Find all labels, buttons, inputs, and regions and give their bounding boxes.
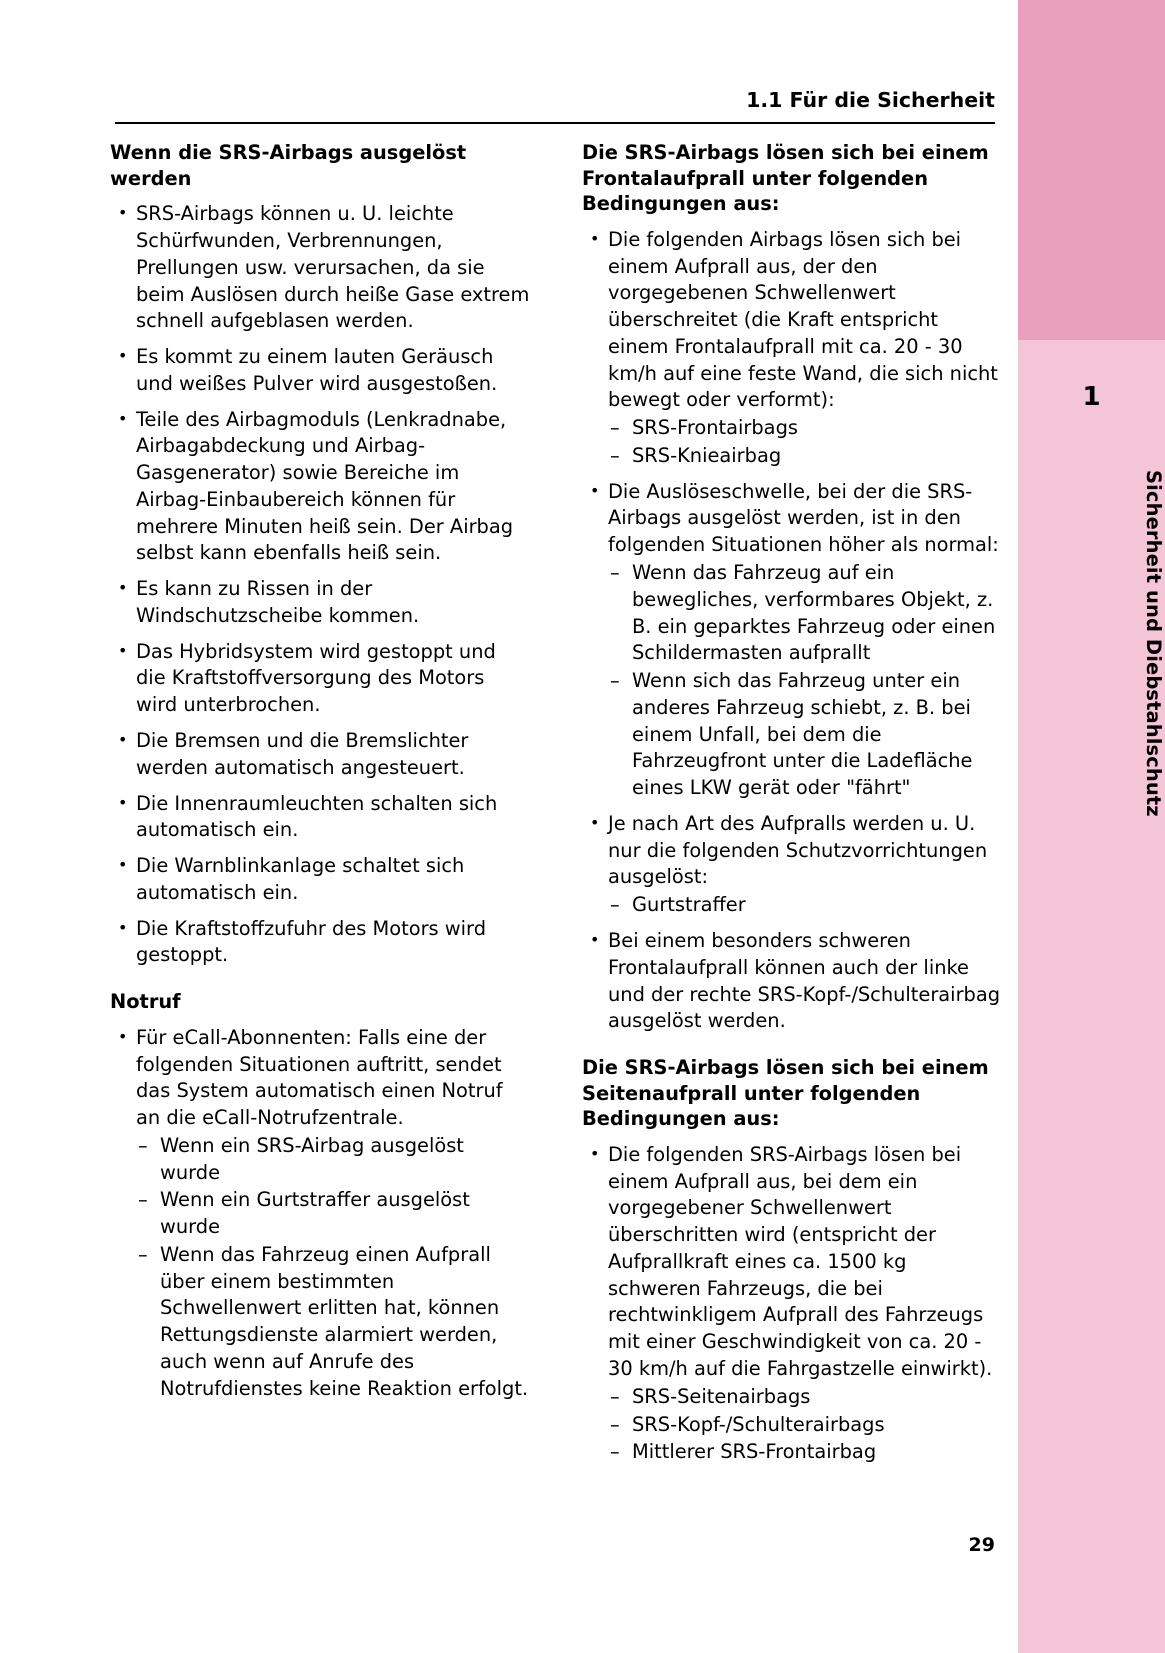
list-item: • Das Hybridsystem wird gestoppt und die Kraftstoffversorgung des Motors wird unterbrochen. xyxy=(110,639,530,719)
sublist-item: – Wenn ein Gurtstraffer ausgelöst wurde xyxy=(136,1187,530,1241)
list-side-impact-conditions xyxy=(582,1142,1002,1466)
list-item: • Es kommt zu einem lauten Geräusch und weißes Pulver wird ausgestoßen. xyxy=(110,344,530,398)
sublist-item: – Mittlerer SRS-Frontairbag xyxy=(608,1439,1002,1466)
list-item: • Teile des Airbagmoduls (Lenkradnabe, Airbagabdeckung und Airbag-Gasgenerator) sowie Bereiche im Airbag-Einbaubereich können für mehrere Minuten heiß sein. Der Airbag selbst kann ebenfalls heiß sein. xyxy=(110,407,530,568)
sublist-frontal-airbags xyxy=(608,415,1002,470)
left-column xyxy=(110,140,530,1411)
list-item: • Die Bremsen und die Bremslichter werden automatisch angesteuert. xyxy=(110,728,530,782)
sublist-item: – SRS-Seitenairbags xyxy=(608,1384,1002,1411)
list-item: • Die Warnblinkanlage schaltet sich automatisch ein. xyxy=(110,853,530,907)
list-airbag-deployment-effects xyxy=(110,201,530,969)
list-item-text: Die Auslöseschwelle, bei der die SRS-Airbags ausgelöst werden, ist in den folgenden Situationen höher als normal: xyxy=(608,479,999,557)
list-item-text: Für eCall-Abonnenten: Falls eine der folgenden Situationen auftritt, sendet das System automatisch einen Notruf an die eCall-Notrufzentrale. xyxy=(136,1025,503,1130)
header-divider xyxy=(115,122,995,124)
section-heading-airbag-deployment: Wenn die SRS-Airbags ausgelöst werden xyxy=(110,141,467,190)
section-heading-side-impact: Die SRS-Airbags lösen sich bei einem Seitenaufprall unter folgenden Bedingungen aus: xyxy=(582,1056,989,1131)
page-header-title: 1.1 Für die Sicherheit xyxy=(746,88,995,112)
list-item-text: Die folgenden SRS-Airbags lösen bei einem Aufprall aus, bei dem ein vorgegebener Schwellenwert überschritten wird (entspricht der Aufprallkraft eines ca. 1500 kg schweren Fahrzeugs, die bei rechtwinkligem Aufprall des Fahrzeugs mit einer Geschwindigkeit von ca. 20 - 30 km/h auf die Fahrgastzelle einwirkt). xyxy=(608,1142,993,1380)
list-item-text: Je nach Art des Aufpralls werden u. U. nur die folgenden Schutzvorrichtungen ausgelöst: xyxy=(608,811,988,889)
section-heading-emergency-call: Notruf xyxy=(110,990,181,1014)
page-number: 29 xyxy=(968,1534,995,1556)
sublist-protection-devices xyxy=(608,892,1002,919)
sublist-side-airbags xyxy=(608,1384,1002,1466)
sublist-item: – Wenn das Fahrzeug einen Aufprall über einem bestimmten Schwellenwert erlitten hat, können Rettungsdienste alarmiert werden, auch wenn auf Anrufe des Notrufdienstes keine Reaktion erfolgt. xyxy=(136,1242,530,1403)
chapter-edge-strip xyxy=(1018,0,1165,1653)
sublist-item: – Wenn sich das Fahrzeug unter ein anderes Fahrzeug schiebt, z. B. bei einem Unfall, bei dem die Fahrzeugfront unter die Ladefläche eines LKW gerät oder "fährt" xyxy=(608,668,1002,802)
list-item: • SRS-Airbags können u. U. leichte Schürfwunden, Verbrennungen, Prellungen usw. verursachen, da sie beim Auslösen durch heiße Gase extrem schnell aufgeblasen werden. xyxy=(110,201,530,335)
list-emergency-call xyxy=(110,1025,530,1403)
edge-strip-top-block xyxy=(1018,0,1165,340)
sublist-item: – SRS-Kopf-/Schulterairbags xyxy=(608,1412,1002,1439)
sublist-item: – Wenn ein SRS-Airbag ausgelöst wurde xyxy=(136,1133,530,1187)
list-item: • Die Innenraumleuchten schalten sich automatisch ein. xyxy=(110,791,530,845)
list-item xyxy=(582,1142,1002,1466)
sublist-item: – SRS-Knieairbag xyxy=(608,443,1002,470)
list-item xyxy=(582,811,1002,919)
sublist-item: – SRS-Frontairbags xyxy=(608,415,1002,442)
list-item: • Die Kraftstoffzufuhr des Motors wird gestoppt. xyxy=(110,916,530,970)
list-item xyxy=(582,479,1002,802)
chapter-number: 1 xyxy=(1082,382,1101,412)
right-column xyxy=(582,140,1002,1475)
section-heading-frontal-impact: Die SRS-Airbags lösen sich bei einem Frontalaufprall unter folgenden Bedingungen aus: xyxy=(582,141,989,216)
list-item: • Es kann zu Rissen in der Windschutzscheibe kommen. xyxy=(110,576,530,630)
sublist-item: – Wenn das Fahrzeug auf ein bewegliches, verformbares Objekt, z. B. ein geparktes Fahrzeug oder einen Schildermasten aufprallt xyxy=(608,560,1002,667)
list-item xyxy=(582,227,1002,470)
list-item: • Bei einem besonders schweren Frontalaufprall können auch der linke und der rechte SRS-Kopf-/Schulterairbag ausgelöst werden. xyxy=(582,928,1002,1035)
sublist-emergency-call-conditions xyxy=(136,1133,530,1403)
list-frontal-impact-conditions xyxy=(582,227,1002,1035)
sublist-item: – Gurtstraffer xyxy=(608,892,1002,919)
list-item-text: Die folgenden Airbags lösen sich bei einem Aufprall aus, der den vorgegebenen Schwellenwert überschreitet (die Kraft entspricht einem Frontalaufprall mit ca. 20 - 30 km/h auf eine feste Wand, die sich nicht bewegt oder verformt): xyxy=(608,227,998,412)
list-item xyxy=(110,1025,530,1403)
sublist-higher-threshold-situations xyxy=(608,560,1002,802)
chapter-label: Sicherheit und Diebstahlschutz xyxy=(1142,470,1165,817)
